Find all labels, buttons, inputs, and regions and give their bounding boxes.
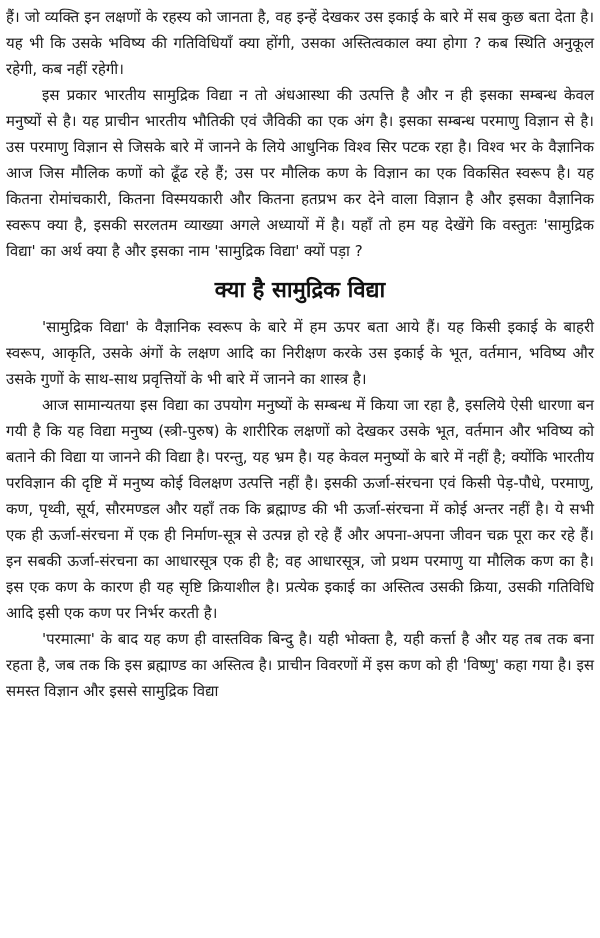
paragraph-continuation: हैं। जो व्यक्ति इन लक्षणों के रहस्य को जानता है, वह इन्हें देखकर उस इकाई के बारे में सब कुछ बता देता है। यह भी कि उसके भविष्य की गतिविधियाँ क्या होंगी, उसका अस्तित्वकाल क्या होगा ? कब स्थिति अनुकूल रहेगी, कब नहीं रहेगी। [6, 8, 594, 78]
paragraph-misconception: आज सामान्यतया इस विद्या का उपयोग मनुष्यों के सम्बन्ध में किया जा रहा है, इसलिये ऐसी धारणा बन गयी है कि यह विद्या मनुष्य (स्त्री-पुरुष) के शारीरिक लक्षणों को देखकर उसके भूत, वर्तमान और भविष्य को बताने की विद्या या जानने की विद्या है। परन्तु, यह भ्रम है। यह केवल मनुष्यों के बारे में नहीं है; क्योंकि भारतीय परविज्ञान की दृष्टि में मनुष्य कोई विलक्षण उत्पत्ति नहीं है। इसकी ऊर्जा-संरचना एवं किसी पेड़-पौधे, परमाणु, कण, पृथ्वी, सूर्य, सौरमण्डल और यहाँ तक कि ब्रह्माण्ड की भी ऊर्जा-संरचना में कोई अन्तर नहीं है। ये सभी एक ही ऊर्जा-संरचना में एक ही निर्माण-सूत्र से उत्पन्न हो रहे हैं और अपना-अपना जीवन चक्र पूरा कर रहे हैं। इन सबकी ऊर्जा-संरचना का आधारसूत्र एक ही है; वह आधारसूत्र, जो प्रथम परमाणु या मौलिक कण का है। इस एक कण के कारण ही यह सृष्टि क्रियाशील है। प्रत्येक इकाई का अस्तित्व उसकी क्रिया, उसकी गतिविधि आदि इसी एक कण पर निर्भर करती है। [6, 396, 594, 622]
section-heading: क्या है सामुद्रिक विद्या [214, 278, 386, 303]
paragraph-definition: 'सामुद्रिक विद्या' के वैज्ञानिक स्वरूप के बारे में हम ऊपर बता आये हैं। यह किसी इकाई के बाहरी स्वरूप, आकृति, उसके अंगों के लक्षण आदि का निरीक्षण करके उस इकाई के भूत, वर्तमान, भविष्य और उसके गुणों के साथ-साथ प्रवृत्तियों के भी बारे में जानने का शास्त्र है। [6, 318, 594, 388]
paragraph-particle: 'परमात्मा' के बाद यह कण ही वास्तविक बिन्दु है। यही भोक्ता है, यही कर्त्ता है और यह तब तक बना रहता है, जब तक कि इस ब्रह्माण्ड का अस्तित्व है। प्राचीन विवरणों में इस कण को ही 'विष्णु' कहा गया है। इस समस्त विज्ञान और इससे सामुद्रिक विद्या [6, 630, 594, 700]
paragraph-intro: इस प्रकार भारतीय सामुद्रिक विद्या न तो अंधआस्था की उत्पत्ति है और न ही इसका सम्बन्ध केवल मनुष्यों से है। यह प्राचीन भारतीय भौतिकी एवं जैविकी का एक अंग है। इसका सम्बन्ध परमाणु विज्ञान से है। उस परमाणु विज्ञान से जिसके बारे में जानने के लिये आधुनिक विश्व सिर पटक रहा है। विश्व भर के वैज्ञानिक आज जिस मौलिक कणों को ढूँढ रहे हैं; उस पर मौलिक कण के विज्ञान का एक विकसित स्वरूप है। यह कितना रोमांचकारी, कितना विस्मयकारी और कितना हतप्रभ कर देने वाला विज्ञान है और इसका वैज्ञानिक स्वरूप क्या है, इसकी सरलतम व्याख्या अगले अध्यायों में है। यहाँ तो हम यह देखेंगे कि वस्तुतः 'सामुद्रिक विद्या' का अर्थ क्या है और इसका नाम 'सामुद्रिक विद्या' क्यों पड़ा ? [6, 86, 594, 260]
